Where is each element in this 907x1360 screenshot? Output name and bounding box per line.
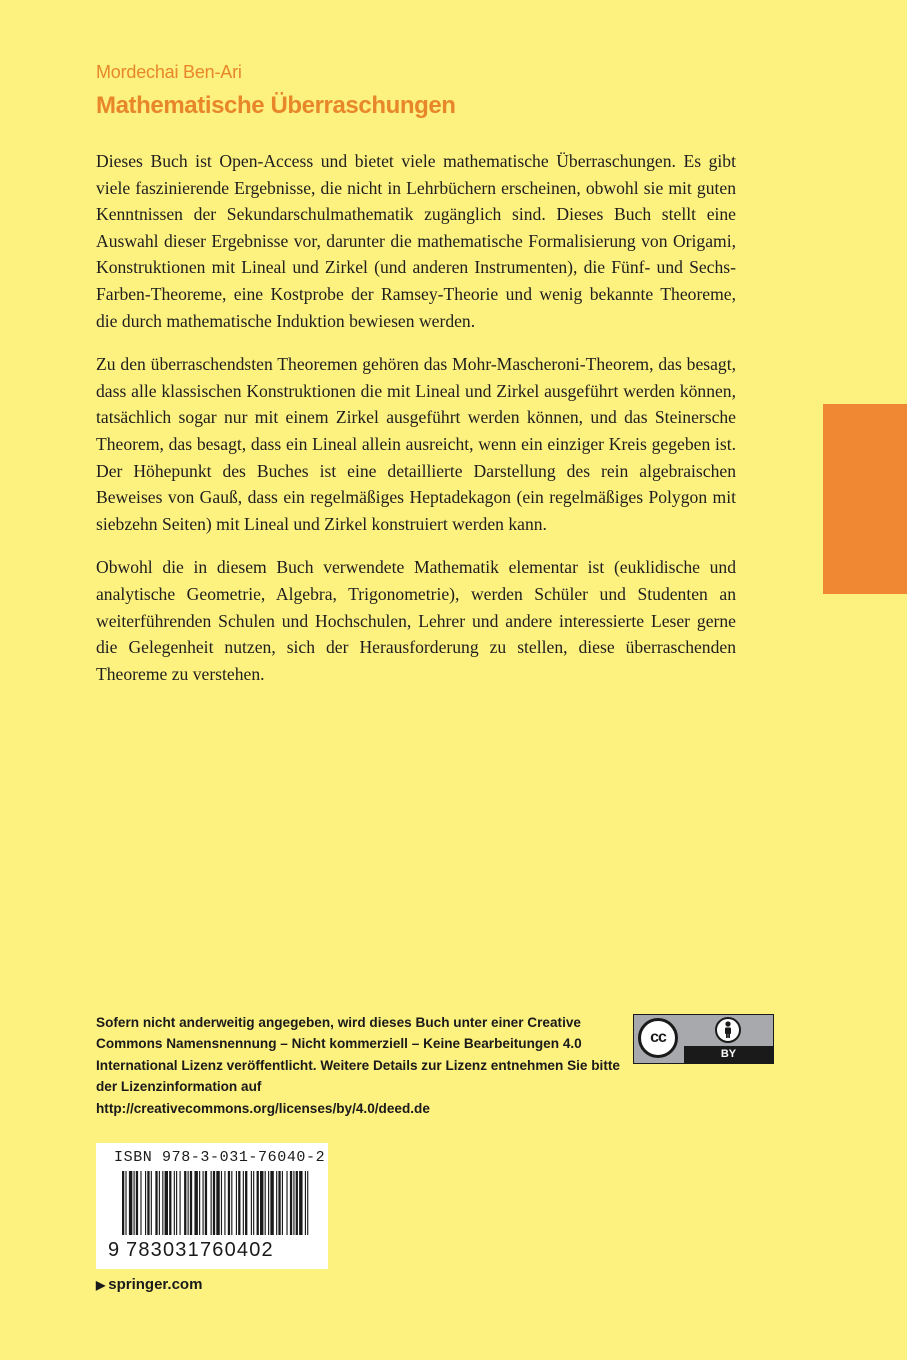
blurb-paragraph: Dieses Buch ist Open-Access und bietet viele mathematische Überraschungen. Es gibt viele faszinierende Ergebnisse, die nicht in Lehrbüchern erscheinen, obwohl sie mit guten Kenntnissen der Sekundarschulmathematik zugänglich sind. Dieses Buch stellt eine Auswahl dieser Ergebnisse vor, darunter die mathematische Formalisierung von Origami, Konstruktionen mit Lineal und Zirkel (und anderen Instrumenten), die Fünf- und Sechs-Farben-Theoreme, eine Kostprobe der Ramsey-Theorie und wenig bekannte Theoreme, die durch mathematische Induktion bewiesen werden. [96, 151, 736, 331]
barcode-bar [159, 1171, 160, 1235]
barcode-bar [134, 1171, 135, 1235]
barcode-bar [305, 1171, 306, 1235]
license-notice [96, 1012, 626, 1119]
by-section [684, 1015, 773, 1063]
barcode-bar [251, 1171, 252, 1235]
orange-edge-tab [823, 404, 907, 594]
license-url[interactable]: http://creativecommons.org/licenses/by/4.0/deed.de [96, 1100, 430, 1116]
barcode-bar [129, 1171, 132, 1235]
barcode-bar [221, 1171, 222, 1235]
barcode-bar [231, 1171, 232, 1235]
author-name: Mordechai Ben-Ari [96, 62, 242, 82]
barcode-bar [265, 1171, 266, 1235]
barcode-bar [151, 1171, 152, 1235]
license-text: Sofern nicht anderweitig angegeben, wird dieses Buch unter einer Creative Commons Namensnennung – Nicht kommerziell – Keine Bearbeitungen 4.0 International Lizenz veröffentlicht. Weitere Details zur Lizenz entnehmen Sie bitte der Lizenzinformation auf [96, 1015, 620, 1095]
barcode-bars [122, 1171, 312, 1241]
barcode-bar [136, 1171, 138, 1235]
barcode-bar [194, 1171, 197, 1235]
barcode-bar [243, 1171, 244, 1235]
barcode-bar [216, 1171, 219, 1235]
blurb [96, 148, 736, 704]
barcode-bar [122, 1171, 124, 1235]
springer-link[interactable] [96, 1276, 202, 1293]
barcode-bar [125, 1171, 126, 1235]
cc-by-badge[interactable] [633, 1014, 774, 1064]
barcode-bar [228, 1171, 230, 1235]
barcode-bar [188, 1171, 189, 1235]
barcode-bar [270, 1171, 273, 1235]
isbn-barcode [96, 1143, 328, 1269]
barcode-bar [176, 1171, 177, 1235]
barcode-bar [205, 1171, 207, 1235]
barcode-bar [169, 1171, 171, 1235]
barcode-bar [147, 1171, 149, 1235]
barcode-bar [165, 1171, 168, 1235]
barcode-bar [203, 1171, 204, 1235]
barcode-bar [286, 1171, 287, 1235]
barcode-bar [190, 1171, 192, 1235]
barcode-first-digit: 9 [108, 1239, 120, 1261]
barcode-bar [245, 1171, 247, 1235]
barcode-bar [290, 1171, 292, 1235]
barcode-bar [211, 1171, 212, 1235]
barcode-bar [296, 1171, 298, 1235]
barcode-bar [299, 1171, 302, 1235]
arrow-right-icon: ▶ [96, 1278, 106, 1292]
cc-icon: cc [638, 1018, 678, 1058]
barcode-bar [145, 1171, 146, 1235]
barcode-bar [213, 1171, 215, 1235]
barcode-bar [260, 1171, 263, 1235]
blurb-paragraph: Zu den überraschendsten Theoremen gehören das Mohr-Mascheroni-Theorem, das besagt, dass alle klassischen Konstruktionen die mit Lineal und Zirkel ausgeführt werden können, tatsächlich sogar nur mit einem Zirkel ausgeführt werden können, und das Steinersche Theorem, das besagt, dass ein Lineal allein ausreicht, wenn ein einziger Kreis gegeben ist. Der Höhepunkt des Buches ist eine detaillierte Darstellung des rein algebraischen Beweises von Gauß, dass ein regelmäßiges Heptadekagon (ein regelmäßiges Polygon mit siebzehn Seiten) mit Lineal und Zirkel konstruiert werden kann. [96, 354, 736, 534]
barcode-bar [162, 1171, 163, 1235]
barcode-bar [199, 1171, 200, 1235]
barcode-bar [268, 1171, 269, 1235]
isbn-label: ISBN 978-3-031-76040-2 [114, 1149, 326, 1166]
barcode-bar [278, 1171, 280, 1235]
blurb-paragraph: Obwohl die in diesem Buch verwendete Mathematik elementar ist (euklidische und analytische Geometrie, Algebra, Trigonometrie), werden Schüler und Studenten an weiterführenden Schulen und Hochschulen, Lehrer und andere interessierte Leser gerne die Gelegenheit nutzen, sich der Herausforderung zu stellen, diese überraschenden Theoreme zu verstehen. [96, 557, 736, 684]
barcode-bar [307, 1171, 308, 1235]
attribution-person-icon [715, 1017, 741, 1043]
barcode-bar [293, 1171, 294, 1235]
barcode-bar [140, 1171, 141, 1235]
barcode-bar [253, 1171, 254, 1235]
barcode-bar [236, 1171, 237, 1235]
barcode-digits: 783031760402 [126, 1239, 274, 1261]
springer-link-text: springer.com [108, 1276, 203, 1293]
barcode-bar [276, 1171, 277, 1235]
barcode-bar [184, 1171, 186, 1235]
barcode-bar [282, 1171, 283, 1235]
book-title: Mathematische Überraschungen [96, 92, 456, 119]
barcode-bar [257, 1171, 259, 1235]
barcode-bar [155, 1171, 157, 1235]
barcode-bar [180, 1171, 181, 1235]
barcode-bar [238, 1171, 240, 1235]
barcode-bar [174, 1171, 175, 1235]
barcode-bar [224, 1171, 225, 1235]
by-label: BY [684, 1046, 773, 1063]
